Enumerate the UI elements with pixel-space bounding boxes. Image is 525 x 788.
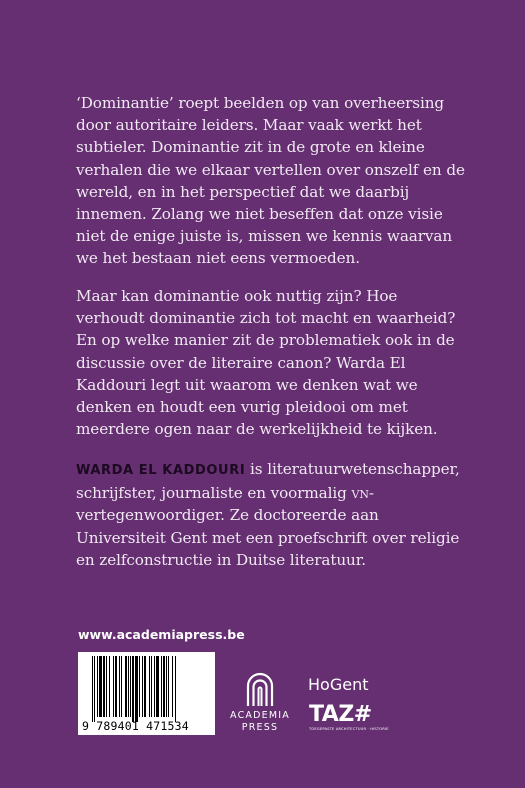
barcode-bar — [135, 656, 138, 722]
author-bio-text-1: is literatuurwetenschapper, schrijfster, journaliste en voormalig — [76, 460, 460, 503]
academia-press-logo — [224, 672, 296, 734]
author-bio — [76, 458, 468, 571]
barcode-bar — [121, 656, 122, 717]
barcode-bar — [109, 656, 110, 717]
barcode-bar — [94, 656, 95, 722]
barcode-bar — [149, 656, 150, 717]
barcode-bar — [92, 656, 93, 722]
barcode-bar — [99, 656, 102, 717]
barcode-bar — [119, 656, 120, 717]
barcode-bar — [166, 656, 167, 717]
author-name: WARDA EL KADDOURI — [76, 463, 246, 478]
barcode-bar — [151, 656, 152, 717]
barcode-bar — [128, 656, 129, 717]
barcode-bar — [113, 656, 114, 717]
taz-logo — [309, 702, 389, 731]
barcode-bar — [125, 656, 127, 717]
barcode-bar — [168, 656, 169, 717]
author-bio-text-2: -vertegenwoordiger. Ze doctoreerde aan Universiteit Gent met een proefschrift over religie en zelfconstructie in Duitse literatuur. — [76, 484, 460, 569]
publisher-url[interactable]: www.academiapress.be — [78, 627, 245, 642]
barcode-bar — [154, 656, 155, 717]
taz-title: TAZ# — [309, 702, 372, 727]
academia-text: ACADEMIA — [230, 710, 290, 721]
barcode-bar — [97, 656, 98, 717]
blurb-paragraph-1: ‘Dominantie’ roept beelden op van overheersing door autoritaire leiders. Maar vaak werkt het subtieler. Dominantie zit in de grote en kleine verhalen die we elkaar vertellen over onszelf en de wereld, en in het perspectief dat we daarbij innemen. Zolang we niet beseffen dat onze visie niet de enige juiste is, missen we kennis waarvan we het bestaan niet eens vermoeden. — [76, 94, 465, 268]
barcode-bar — [103, 656, 105, 717]
barcode-bar — [156, 656, 159, 717]
barcode-bar — [172, 656, 173, 717]
academia-arch-icon — [245, 672, 275, 706]
taz-tagline: TOEGEPASTE ARCHITECTUUR · HISTORIE — [309, 727, 389, 731]
barcode-bar — [142, 656, 143, 717]
barcode-bar — [144, 656, 146, 717]
barcode-bar — [115, 656, 117, 717]
isbn-digits: 9 789401 471534 — [82, 719, 189, 733]
barcode-bar — [106, 656, 107, 717]
barcode-bar — [132, 656, 134, 722]
barcode-bar — [161, 656, 162, 717]
barcode-bar — [130, 656, 131, 717]
hogent-logo: HoGent — [308, 675, 369, 694]
barcode-bar — [139, 656, 140, 717]
isbn-barcode — [78, 652, 215, 735]
barcode-bar — [175, 656, 176, 722]
blurb-paragraph-2: Maar kan dominantie ook nuttig zijn? Hoe verhoudt dominantie zich tot macht en waarheid? En op welke manier zit de problematiek ook in de discussie over de literaire canon? Warda El Kaddouri legt uit waarom we denken wat we denken en houdt een vurig pleidooi om met meerdere ogen naar de werkelijkheid te kijken. — [76, 287, 456, 439]
press-text: PRESS — [241, 722, 279, 733]
barcode-bar — [163, 656, 165, 717]
author-bio-vn: vn — [351, 484, 369, 503]
